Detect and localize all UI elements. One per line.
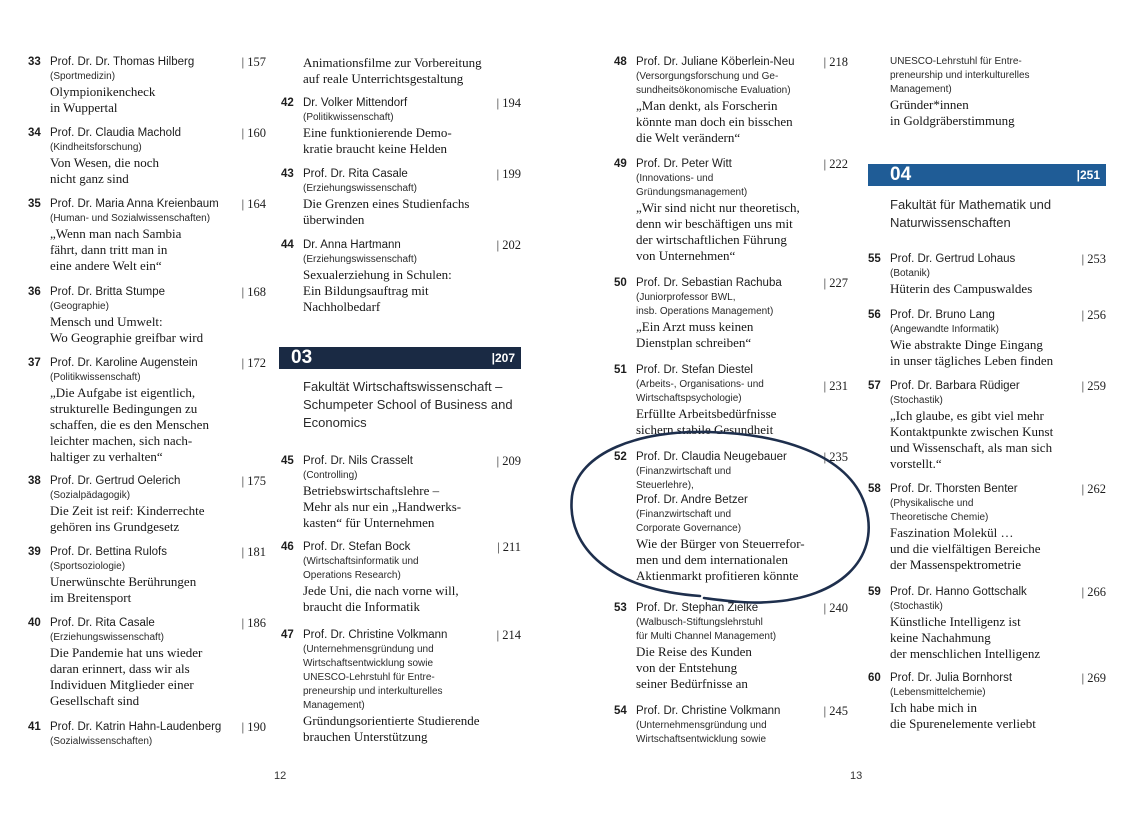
entry-number: 47: [281, 629, 294, 641]
entry-title: Betriebswirtschaftslehre –: [303, 483, 440, 498]
entry-title: Dienstplan schreiben“: [636, 335, 752, 350]
entry-title: Die Reise des Kunden: [636, 644, 752, 659]
toc-entry[interactable]: [28, 126, 266, 187]
entry-author: Prof. Dr. Rita Casale: [50, 617, 155, 629]
entry-title: auf reale Unterrichtsgestaltung: [303, 71, 464, 86]
entry-author: Prof. Dr. Hanno Gottschalk: [890, 586, 1027, 598]
toc-entry[interactable]: [281, 96, 521, 157]
entry-title: nicht ganz sind: [50, 171, 129, 186]
entry-title: in Goldgräberstimmung: [890, 113, 1015, 128]
entry-title: braucht die Informatik: [303, 599, 420, 614]
entry-title: Die Zeit ist reif: Kinderrechte: [50, 503, 205, 518]
entry-title: überwinden: [303, 212, 365, 227]
entry-field: (Walbusch-Stiftungslehrstuhl: [636, 617, 763, 628]
entry-field: (Botanik): [890, 268, 931, 279]
entry-field: preneurship und interkulturelles: [890, 70, 1030, 81]
entry-title: Künstliche Intelligenz ist: [890, 614, 1021, 629]
entry-author: Dr. Volker Mittendorf: [303, 97, 408, 109]
entry-field: sundheitsökonomische Evaluation): [636, 85, 791, 96]
entry-title: Die Pandemie hat uns wieder: [50, 645, 203, 660]
entry-number: 51: [614, 364, 627, 376]
toc-entry[interactable]: [614, 55, 848, 146]
entry-field: Wirtschaftspsychologie): [636, 393, 742, 404]
entry-number: 50: [614, 277, 627, 289]
entry-page: | 262: [1081, 482, 1106, 496]
entry-title: im Breitensport: [50, 590, 132, 605]
toc-entry[interactable]: [868, 252, 1106, 297]
entry-field: (Angewandte Informatik): [890, 324, 999, 335]
entry-number: 41: [28, 721, 41, 733]
entry-page: | 253: [1081, 252, 1106, 266]
entry-field: Wirtschaftsentwicklung sowie: [636, 734, 767, 745]
entry-field: Corporate Governance): [636, 523, 742, 534]
toc-entry[interactable]: [281, 540, 521, 615]
entry-title: Nachholbedarf: [303, 299, 381, 314]
entry-title: und Wissenschaft, als man sich: [890, 440, 1053, 455]
entry-number: 56: [868, 309, 881, 321]
entry-page: | 256: [1081, 308, 1106, 322]
entry-title: Jede Uni, die nach vorne will,: [303, 583, 459, 598]
entry-field: (Stochastik): [890, 395, 943, 406]
entry-title: seiner Bedürfnisse an: [636, 676, 748, 691]
entry-number: 57: [868, 380, 881, 392]
entry-page: | 214: [496, 628, 521, 642]
entry-title: Gründer*innen: [890, 97, 969, 112]
entry-title: Ich habe mich in: [890, 700, 977, 715]
entry-page: | 211: [497, 540, 521, 554]
entry-field: preneurship und interkulturelles: [303, 686, 443, 697]
entry-title: daran erinnert, dass wir als: [50, 661, 190, 676]
entry-title: kasten“ für Unternehmen: [303, 515, 435, 530]
entry-field: (Innovations- und: [636, 173, 714, 184]
section-number: 04: [890, 164, 912, 185]
entry-author: Prof. Dr. Dr. Thomas Hilberg: [50, 56, 195, 68]
entry-title: Eine funktionierende Demo-: [303, 125, 452, 140]
entry-author: Prof. Dr. Claudia Machold: [50, 127, 182, 139]
section-title-line: Fakultät für Mathematik und: [890, 197, 1052, 212]
entry-author: Prof. Dr. Peter Witt: [636, 158, 732, 170]
entry-author: Prof. Dr. Christine Volkmann: [303, 629, 448, 641]
entry-number: 35: [28, 198, 41, 210]
entry-title: Mensch und Umwelt:: [50, 314, 163, 329]
entry-title: Individuen Mitglieder einer: [50, 677, 194, 692]
entry-number: 44: [281, 239, 294, 251]
entry-number: 52: [614, 451, 627, 463]
toc-entry[interactable]: [868, 379, 1106, 472]
entry-page: | 222: [823, 157, 848, 171]
entry-field: (Wirtschaftsinformatik und: [303, 556, 419, 567]
entry-author: Prof. Dr. Britta Stumpe: [50, 286, 166, 298]
section-title-line: Naturwissenschaften: [890, 215, 1011, 230]
toc-entry[interactable]: [28, 616, 266, 709]
toc-entry[interactable]: [868, 482, 1106, 573]
entry-field: (Unternehmensgründung und: [303, 644, 434, 655]
entry-title: „Man denkt, als Forscherin: [636, 98, 778, 113]
entry-field: (Unternehmensgründung und: [636, 720, 767, 731]
entry-title: Gesellschaft sind: [50, 693, 140, 708]
toc-entry[interactable]: [614, 601, 848, 692]
entry-title: der wirtschaftlichen Führung: [636, 232, 787, 247]
entry-author: Prof. Dr. Stefan Diestel: [636, 364, 753, 376]
entry-title: Kontaktpunkte zwischen Kunst: [890, 424, 1054, 439]
entry-author: Dr. Anna Hartmann: [303, 239, 401, 251]
entry-author: Prof. Dr. Barbara Rüdiger: [890, 380, 1020, 392]
entry-author: Prof. Dr. Nils Crasselt: [303, 455, 413, 467]
toc-entry[interactable]: [281, 238, 521, 315]
entry-field: (Physikalische und: [890, 498, 974, 509]
entry-author: Prof. Dr. Julia Bornhorst: [890, 672, 1013, 684]
entry-title: sichern stabile Gesundheit: [636, 422, 774, 437]
entry-field: (Politikwissenschaft): [303, 112, 394, 123]
entry-page: | 181: [241, 545, 266, 559]
entry-field: (Geographie): [50, 301, 109, 312]
entry-author: Prof. Dr. Rita Casale: [303, 168, 408, 180]
entry-field: (Finanzwirtschaft und: [636, 466, 732, 477]
toc-entry[interactable]: [281, 628, 521, 745]
entry-field: (Kindheitsforschung): [50, 142, 142, 153]
section-title-line: Schumpeter School of Business and: [303, 397, 513, 412]
entry-page: | 190: [241, 720, 266, 734]
toc-entry[interactable]: [614, 157, 848, 264]
section-number: 03: [291, 347, 313, 368]
toc-entry[interactable]: [28, 474, 266, 535]
entry-field: (Finanzwirtschaft und: [636, 509, 732, 520]
section-title: [890, 196, 1051, 232]
entry-field: Theoretische Chemie): [890, 512, 989, 523]
entry-title: der menschlichen Intelligenz: [890, 646, 1041, 661]
entry-author: Prof. Dr. Sebastian Rachuba: [636, 277, 782, 289]
entry-title: strukturelle Bedingungen zu: [50, 401, 198, 416]
entry-title: fährt, dann tritt man in: [50, 242, 168, 257]
entry-page: | 259: [1081, 379, 1106, 393]
entry-number: 60: [868, 672, 881, 684]
entry-field: (Juniorprofessor BWL,: [636, 292, 736, 303]
section-page: |207: [491, 351, 515, 365]
entry-field: Wirtschaftsentwicklung sowie: [303, 658, 434, 669]
entry-title: Gründungsorientierte Studierende: [303, 713, 480, 728]
entry-number: 43: [281, 168, 294, 180]
entry-page: | 175: [241, 474, 266, 488]
entry-title: in unser tägliches Leben finden: [890, 353, 1054, 368]
entry-number: 33: [28, 56, 41, 68]
entry-author: Prof. Dr. Karoline Augenstein: [50, 357, 198, 369]
entry-title: schaffen, die es den Menschen: [50, 417, 209, 432]
page-number-left: 12: [274, 770, 287, 782]
entry-title: men und dem internationalen: [636, 552, 788, 567]
toc-entry[interactable]: [614, 276, 848, 351]
entry-title: „Ich glaube, es gibt viel mehr: [890, 408, 1044, 423]
entry-number: 58: [868, 483, 881, 495]
entry-author: Prof. Dr. Claudia Neugebauer: [636, 451, 787, 463]
entry-field: (Sportsoziologie): [50, 561, 126, 572]
toc-entry[interactable]: [28, 55, 266, 116]
entry-title: in Wuppertal: [50, 100, 118, 115]
entry-title: Animationsfilme zur Vorbereitung: [303, 55, 482, 70]
toc-entry[interactable]: [28, 545, 266, 606]
entry-title: Von Wesen, die noch: [50, 155, 159, 170]
section-04-header[interactable]: [868, 164, 1106, 186]
entry-title: haltiger zu verhalten“: [50, 449, 163, 464]
entry-page: | 218: [823, 55, 848, 69]
toc-entry[interactable]: [28, 356, 266, 465]
entry-title: „Die Aufgabe ist eigentlich,: [50, 385, 196, 400]
entry-number: 38: [28, 475, 41, 487]
entry-number: 49: [614, 158, 627, 170]
entry-number: 42: [281, 97, 294, 109]
entry-title: „Wenn man nach Sambia: [50, 226, 182, 241]
entry-field: Management): [303, 700, 365, 711]
entry-field: (Arbeits-, Organisations- und: [636, 379, 764, 390]
entry-page: | 168: [241, 285, 266, 299]
entry-field: Steuerlehre),: [636, 480, 694, 491]
entry-author: Prof. Dr. Juliane Köberlein-Neu: [636, 56, 795, 68]
entry-title: Hüterin des Campuswaldes: [890, 281, 1033, 296]
entry-field: (Human- und Sozialwissenschaften): [50, 213, 211, 224]
toc-entry[interactable]: [614, 363, 848, 438]
entry-number: 59: [868, 586, 881, 598]
entry-author: Prof. Dr. Stephan Zielke: [636, 602, 759, 614]
entry-title: Olympionikencheck: [50, 84, 156, 99]
entry-author: Prof. Dr. Gertrud Lohaus: [890, 253, 1016, 265]
section-03-header[interactable]: [279, 347, 521, 369]
continued-title: [303, 55, 521, 87]
entry-title: von Unternehmen“: [636, 248, 736, 263]
entry-page: | 266: [1081, 585, 1106, 599]
entry-page: | 199: [496, 167, 521, 181]
entry-field: für Multi Channel Management): [636, 631, 777, 642]
entry-page: | 164: [241, 197, 266, 211]
entry-field: (Sozialwissenschaften): [50, 736, 153, 747]
entry-author: Prof. Dr. Bruno Lang: [890, 309, 995, 321]
entry-author: Prof. Dr. Christine Volkmann: [636, 705, 781, 717]
entry-page: | 240: [823, 601, 848, 615]
entry-title: Ein Bildungsauftrag mit: [303, 283, 429, 298]
toc-entry[interactable]: [868, 308, 1106, 369]
entry-title: Faszination Molekül …: [890, 525, 1014, 540]
toc-entry[interactable]: [281, 167, 521, 228]
entry-title: Die Grenzen eines Studienfachs: [303, 196, 470, 211]
entry-page: | 269: [1081, 671, 1106, 685]
entry-title: Wie der Bürger von Steuerrefor-: [636, 536, 805, 551]
entry-field: Operations Research): [303, 570, 401, 581]
toc-entry[interactable]: [868, 585, 1106, 662]
entry-title: Aktienmarkt profitieren könnte: [636, 568, 799, 583]
entry-title: vorstellt.“: [890, 456, 942, 471]
entry-author: Prof. Dr. Katrin Hahn-Laudenberg: [50, 721, 222, 733]
entry-number: 39: [28, 546, 41, 558]
entry-title: Wo Geographie greifbar wird: [50, 330, 204, 345]
entry-title: kratie braucht keine Helden: [303, 141, 448, 156]
entry-number: 53: [614, 602, 627, 614]
entry-title: „Wir sind nicht nur theoretisch,: [636, 200, 800, 215]
section-title: [303, 378, 513, 432]
entry-title: Mehr als nur ein „Handwerks-: [303, 499, 462, 514]
toc-entry[interactable]: [614, 704, 848, 747]
entry-field: UNESCO-Lehrstuhl für Entre-: [303, 672, 435, 683]
entry-field: UNESCO-Lehrstuhl für Entre-: [890, 56, 1022, 67]
entry-page: | 160: [241, 126, 266, 140]
entry-page: | 235: [823, 450, 848, 464]
entry-title: und die vielfältigen Bereiche: [890, 541, 1041, 556]
entry-title: brauchen Unterstützung: [303, 729, 428, 744]
entry-field: (Erziehungswissenschaft): [50, 632, 164, 643]
entry-number: 54: [614, 705, 627, 717]
entry-author: Prof. Dr. Gertrud Oelerich: [50, 475, 181, 487]
toc-entry[interactable]: [868, 671, 1106, 732]
entry-field: insb. Operations Management): [636, 306, 774, 317]
entry-author: Prof. Dr. Andre Betzer: [636, 494, 748, 506]
entry-page: | 172: [241, 356, 266, 370]
section-title-line: Fakultät Wirtschaftswissenschaft –: [303, 379, 503, 394]
entry-title: denn wir beschäftigen uns mit: [636, 216, 793, 231]
entry-number: 34: [28, 127, 41, 139]
entry-field: (Versorgungsforschung und Ge-: [636, 71, 779, 82]
entry-author: Prof. Dr. Bettina Rulofs: [50, 546, 167, 558]
entry-page: | 245: [823, 704, 848, 718]
section-title-line: Economics: [303, 415, 367, 430]
entry-author: Prof. Dr. Maria Anna Kreienbaum: [50, 198, 219, 210]
entry-number: 45: [281, 455, 294, 467]
entry-title: Sexualerziehung in Schulen:: [303, 267, 452, 282]
entry-title: „Ein Arzt muss keinen: [636, 319, 754, 334]
entry-field: (Lebensmittelchemie): [890, 687, 986, 698]
entry-field: (Politikwissenschaft): [50, 372, 141, 383]
entry-title: Unerwünschte Berührungen: [50, 574, 197, 589]
toc-entry[interactable]: [28, 285, 266, 346]
continued-entry: [890, 55, 1106, 129]
entry-number: 48: [614, 56, 627, 68]
entry-field: (Sozialpädagogik): [50, 490, 131, 501]
entry-title: keine Nachahmung: [890, 630, 991, 645]
entry-title: leichter machen, sich nach-: [50, 433, 193, 448]
entry-page: | 157: [241, 55, 266, 69]
entry-title: Erfüllte Arbeitsbedürfnisse: [636, 406, 777, 421]
page-number-right: 13: [850, 770, 863, 782]
entry-page: | 209: [496, 454, 521, 468]
entry-page: | 194: [496, 96, 521, 110]
entry-title: eine andere Welt ein“: [50, 258, 162, 273]
entry-number: 46: [281, 541, 294, 553]
entry-field: (Controlling): [303, 470, 358, 481]
entry-field: Management): [890, 84, 952, 95]
entry-field: (Sportmedizin): [50, 71, 116, 82]
entry-title: gehören ins Grundgesetz: [50, 519, 180, 534]
entry-page: | 186: [241, 616, 266, 630]
toc-entry[interactable]: [281, 454, 521, 531]
entry-field: (Erziehungswissenschaft): [303, 183, 417, 194]
entry-title: die Spurenelemente verliebt: [890, 716, 1036, 731]
entry-page: | 202: [496, 238, 521, 252]
entry-title: die Welt verändern“: [636, 130, 741, 145]
entry-title: könnte man doch ein bisschen: [636, 114, 793, 129]
entry-title: von der Entstehung: [636, 660, 738, 675]
entry-field: (Erziehungswissenschaft): [303, 254, 417, 265]
entry-number: 36: [28, 286, 41, 298]
entry-author: Prof. Dr. Thorsten Benter: [890, 483, 1018, 495]
entry-page: | 231: [823, 379, 848, 393]
toc-entry[interactable]: [614, 450, 848, 584]
entry-title: Wie abstrakte Dinge Eingang: [890, 337, 1043, 352]
entry-number: 37: [28, 357, 41, 369]
toc-entry[interactable]: [28, 720, 266, 749]
entry-field: (Stochastik): [890, 601, 943, 612]
entry-field: Gründungsmanagement): [636, 187, 748, 198]
entry-number: 55: [868, 253, 881, 265]
entry-page: | 227: [823, 276, 848, 290]
section-page: |251: [1076, 168, 1100, 182]
entry-title: der Massenspektrometrie: [890, 557, 1022, 572]
entry-number: 40: [28, 617, 41, 629]
toc-entry[interactable]: [28, 197, 266, 274]
entry-author: Prof. Dr. Stefan Bock: [303, 541, 411, 553]
